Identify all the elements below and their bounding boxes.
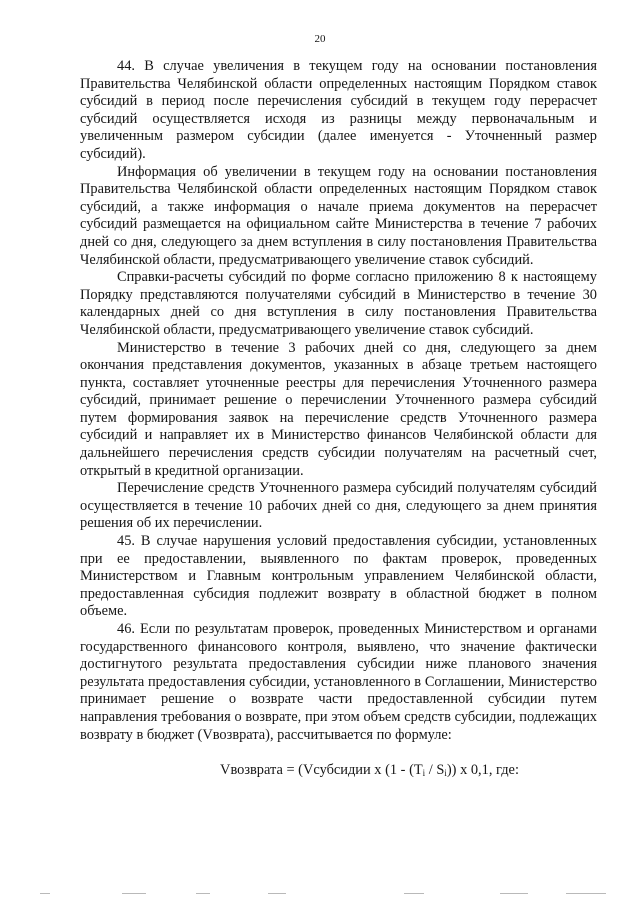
paragraph-44-certificates: Справки-расчеты субсидий по форме согласно приложению 8 к настоящему Порядку представляются получателями субсидий в Министерство в течение 30 календарных дней со дня вступления в силу постановления Правительства Челябинской области, предусматривающего увеличение ставок субсидий. [80,269,597,338]
document-body [80,58,597,783]
formula-subscript-s: i [444,768,447,779]
formula-part-middle: / S [425,762,445,779]
formula-part-end: )) x 0,1, где: [446,762,519,779]
page-number: 20 [314,33,326,45]
paragraph-44-ministry: Министерство в течение 3 рабочих дней со дня, следующего за днем окончания представления документов, указанных в абзаце третьем настоящего пункта, составляет уточненные реестры для перечисления Уточненного размера субсидий, принимает решение о перечислении Уточненного размера субсидий путем формирования заявок на перечисление средств Уточненного размера субсидий и направляет их в Министерство финансов Челябинской области для дальнейшего перечисления средств субсидии получателям на расчетный счет, открытый в кредитной организации. [80,339,597,479]
scan-footer-marks [0,893,640,897]
paragraph-44: 44. В случае увеличения в текущем году на основании постановления Правительства Челябинской области определенных настоящим Порядком ставок субсидий в период после перечисления субсидий в текущем году перерасчет субсидий осуществляется исходя из разницы между первоначальным и увеличенным размером субсидии (далее именуется - Уточненный размер субсидий). [80,58,597,162]
paragraph-44-information: Информация об увеличении в текущем году на основании постановления Правительства Челябинской области определенных настоящим Порядком ставок субсидий, а также информация о начале приема документов на перерасчет субсидий размещается на официальном сайте Министерства в течение 7 рабочих дней со дня, следующего за днем вступления в силу постановления Правительства Челябинской области, предусматривающего увеличение ставок субсидий. [80,163,597,268]
formula-subscript-t: i [422,768,426,779]
refund-formula [80,762,597,783]
paragraph-46: 46. Если по результатам проверок, проведенных Министерством и органами государственного финансового контроля, выявлено, что значение фактически достигнутого результата предоставления субсидии ниже планового значения результата предоставления субсидии, установленного в Соглашении, Министерство принимает решение о возврате части предоставленной субсидии путем направления требования о возврате, при этом объем средств субсидии, подлежащих возврату в бюджет (Vвозврата), рассчитывается по формуле: [80,621,597,743]
paragraph-44-transfer: Перечисление средств Уточненного размера субсидий получателям субсидий осуществляется в течение 10 рабочих дней со дня, следующего за днем принятия решения об их перечислении. [80,480,597,532]
paragraph-45: 45. В случае нарушения условий предоставления субсидии, установленных при ее предоставлении, выявленного по фактам проверок, проведенных Министерством и Главным контрольным управлением Челябинской области, предоставленная субсидия подлежит возврату в областной бюджет в полном объеме. [80,533,597,620]
formula-part-start: Vвозврата = (Vсубсидии x (1 - (T [220,762,423,779]
